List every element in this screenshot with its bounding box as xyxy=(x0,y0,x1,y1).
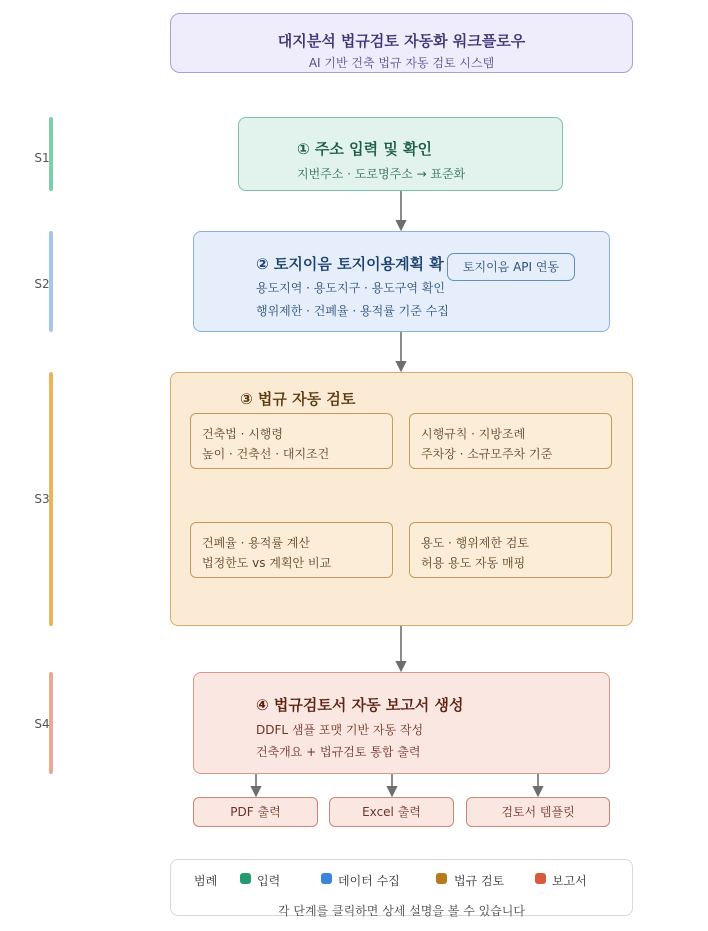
box-local-rules-line2: 주차장 · 소규모주차 기준 xyxy=(421,447,553,461)
api-tag[interactable]: 토지이음 API 연동 xyxy=(447,253,575,281)
box-building-act[interactable] xyxy=(190,413,393,469)
stage-label-s2: S2 xyxy=(34,277,50,291)
box-use-review[interactable] xyxy=(409,522,612,578)
legend-hint: 각 단계를 클릭하면 상세 설명을 볼 수 있습니다 xyxy=(278,904,525,918)
legend-swatch-report xyxy=(535,873,546,884)
legend-item-data: 데이터 수집 xyxy=(338,874,400,888)
box-coverage-calc-line2: 법정한도 vs 계획안 비교 xyxy=(202,556,332,570)
step3-title: ③ 법규 자동 검토 xyxy=(240,390,356,408)
box-local-rules-line1: 시행규칙 · 지방조례 xyxy=(421,427,526,441)
step4-desc-1: DDFL 샘플 포맷 기반 자동 작성 xyxy=(256,723,424,737)
stage-label-s3: S3 xyxy=(34,492,50,506)
box-local-rules[interactable] xyxy=(409,413,612,469)
stage-label-s1: S1 xyxy=(34,151,50,165)
step2-land-use-box[interactable] xyxy=(193,231,610,332)
page-subtitle: AI 기반 건축 법규 자동 검토 시스템 xyxy=(308,56,495,70)
legend-label: 범례 xyxy=(194,874,218,888)
legend-item-review: 법규 검토 xyxy=(454,874,505,888)
legend-swatch-data xyxy=(321,873,332,884)
box-building-act-line2: 높이 · 건축선 · 대지조건 xyxy=(202,447,330,461)
step1-desc: 지번주소 · 도로명주소 → 표준화 xyxy=(297,167,466,181)
step2-desc-1: 용도지역 · 용도지구 · 용도구역 확인 xyxy=(256,281,445,295)
box-use-review-line1: 용도 · 행위제한 검토 xyxy=(421,536,529,550)
box-coverage-calc-line1: 건폐율 · 용적률 계산 xyxy=(202,536,310,550)
step1-address-box[interactable] xyxy=(238,117,563,191)
step4-report-box[interactable] xyxy=(193,672,610,774)
legend xyxy=(170,859,633,916)
output-template[interactable]: 검토서 템플릿 xyxy=(466,797,610,827)
legend-swatch-input xyxy=(240,873,251,884)
step4-desc-2: 건축개요 + 법규검토 통합 출력 xyxy=(256,745,421,759)
box-building-act-line1: 건축법 · 시행령 xyxy=(202,427,283,441)
stage-label-s4: S4 xyxy=(34,717,50,731)
step3-review-box[interactable] xyxy=(170,372,633,626)
output-pdf[interactable]: PDF 출력 xyxy=(193,797,318,827)
legend-item-report: 보고서 xyxy=(552,874,587,888)
legend-swatch-review xyxy=(436,873,447,884)
box-use-review-line2: 허용 용도 자동 매핑 xyxy=(421,556,526,570)
box-coverage-calc[interactable] xyxy=(190,522,393,578)
step1-title: ① 주소 입력 및 확인 xyxy=(297,140,433,158)
step2-title: ② 토지이음 토지이용계획 확 xyxy=(256,255,444,273)
step4-title: ④ 법규검토서 자동 보고서 생성 xyxy=(256,696,464,714)
header-box xyxy=(170,13,633,73)
legend-item-input: 입력 xyxy=(257,874,281,888)
page-title: 대지분석 법규검토 자동화 워크플로우 xyxy=(277,32,526,50)
output-excel[interactable]: Excel 출력 xyxy=(329,797,454,827)
step2-desc-2: 행위제한 · 건폐율 · 용적률 기준 수집 xyxy=(256,304,449,318)
